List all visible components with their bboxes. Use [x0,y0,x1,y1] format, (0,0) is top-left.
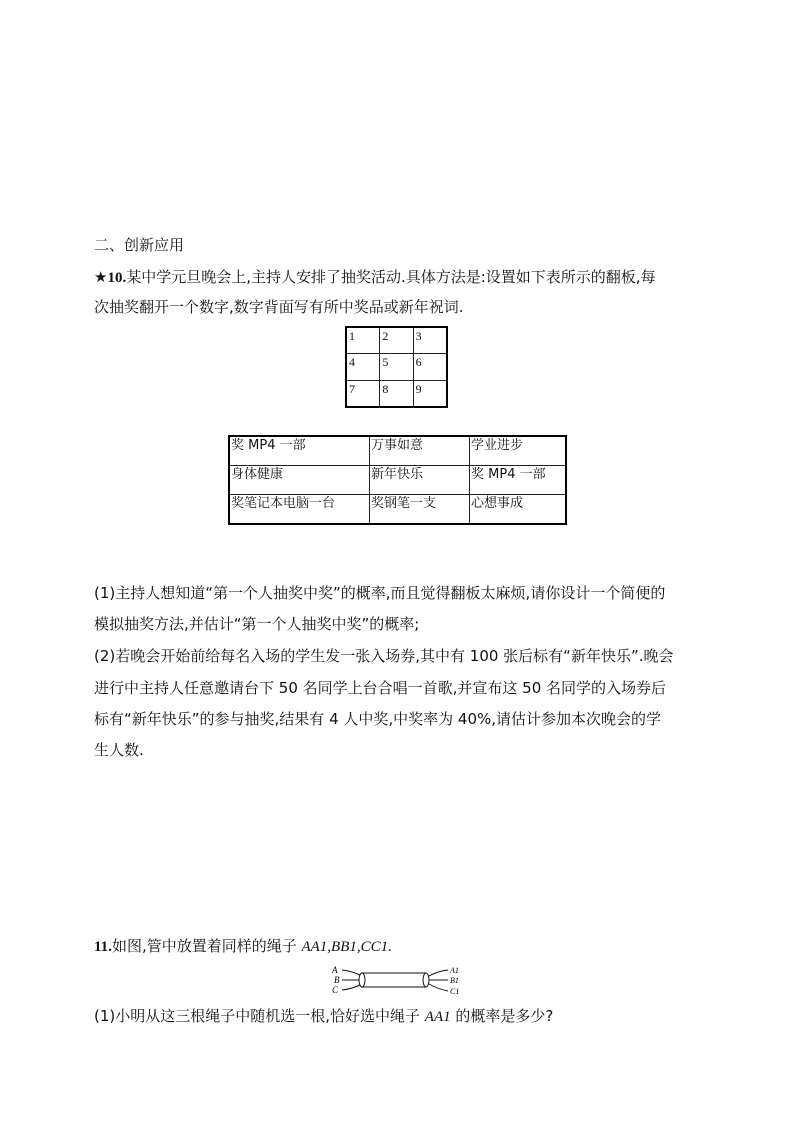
question-11-part-1-prefix: (1)小明从这三根绳子中随机选一根,恰好选中绳子 [94,1007,425,1025]
prize-cell: 身体健康 [229,466,370,495]
question-11-part-1 [94,1006,553,1027]
question-10-part-2-line-3: 标有“新年快乐”的参与抽奖,结果有 4 人中奖,中奖率为 40%,请估计参加本次晚会的学 [94,710,662,728]
question-10-number: 10. [107,270,127,286]
number-cell: 6 [413,354,447,380]
tube-diagram [330,963,465,999]
question-11-number: 11. [94,939,112,955]
question-11-line-1 [94,936,392,957]
section-title: 二、创新应用 [94,236,185,254]
number-grid [345,326,448,408]
prize-cell: 奖 MP4 一部 [229,436,370,466]
prize-cell: 奖钢笔一支 [370,495,470,525]
question-10-part-2-line-2: 进行中主持人任意邀请台下 50 名同学上台合唱一首歌,并宣布这 50 名同学的入场券后 [94,679,667,697]
question-10-line-1 [94,267,656,288]
prize-cell: 万事如意 [370,436,470,466]
prize-cell: 新年快乐 [370,466,470,495]
prize-cell: 奖 MP4 一部 [470,466,567,495]
label-c: C [332,985,339,995]
number-cell: 4 [346,354,380,380]
question-11-part-1-suffix: 的概率是多少? [450,1007,554,1025]
prize-grid-row [229,466,566,495]
prize-grid-row [229,436,566,466]
question-10-part-1-line-1: (1)主持人想知道“第一个人抽奖中奖”的概率,而且觉得翻板太麻烦,请你设计一个简便的 [94,584,666,602]
number-cell: 9 [413,380,447,407]
prize-grid [228,435,567,525]
number-grid-row [346,327,447,354]
question-10-part-2-line-4: 生人数. [94,741,144,759]
star-icon: ★ [94,268,108,286]
number-grid-row [346,380,447,407]
prize-cell: 学业进步 [470,436,567,466]
label-b1: B1 [450,976,459,985]
prize-grid-row [229,495,566,525]
prize-cell: 心想事成 [470,495,567,525]
question-10-part-2-line-1: (2)若晚会开始前给每名入场的学生发一张入场券,其中有 100 张后标有“新年快乐”.晚会 [94,647,674,665]
number-cell: 2 [380,327,413,354]
number-cell: 7 [346,380,380,407]
question-11-part-1-rope: AA1 [424,1009,451,1025]
tube-figure [330,963,465,999]
question-10-part-1-line-2: 模拟抽奖方法,并估计“第一个人抽奖中奖”的概率; [94,615,420,633]
label-a1: A1 [450,966,459,975]
number-cell: 5 [380,354,413,380]
number-cell: 8 [380,380,413,407]
question-10-line-2: 次抽奖翻开一个数字,数字背面写有所中奖品或新年祝词. [94,298,464,316]
number-grid-row [346,354,447,380]
question-10-text-1: 某中学元旦晚会上,主持人安排了抽奖活动.具体方法是:设置如下表所示的翻板,每 [126,268,656,286]
question-11-intro: 如图,管中放置着同样的绳子 [111,937,302,955]
label-b: B [334,975,340,985]
number-cell: 3 [413,327,447,354]
number-cell: 1 [346,327,380,354]
label-a: A [332,965,338,975]
prize-cell: 奖笔记本电脑一台 [229,495,370,525]
label-c1: C1 [450,987,460,996]
rope-names: AA1,BB1,CC1. [301,939,392,955]
